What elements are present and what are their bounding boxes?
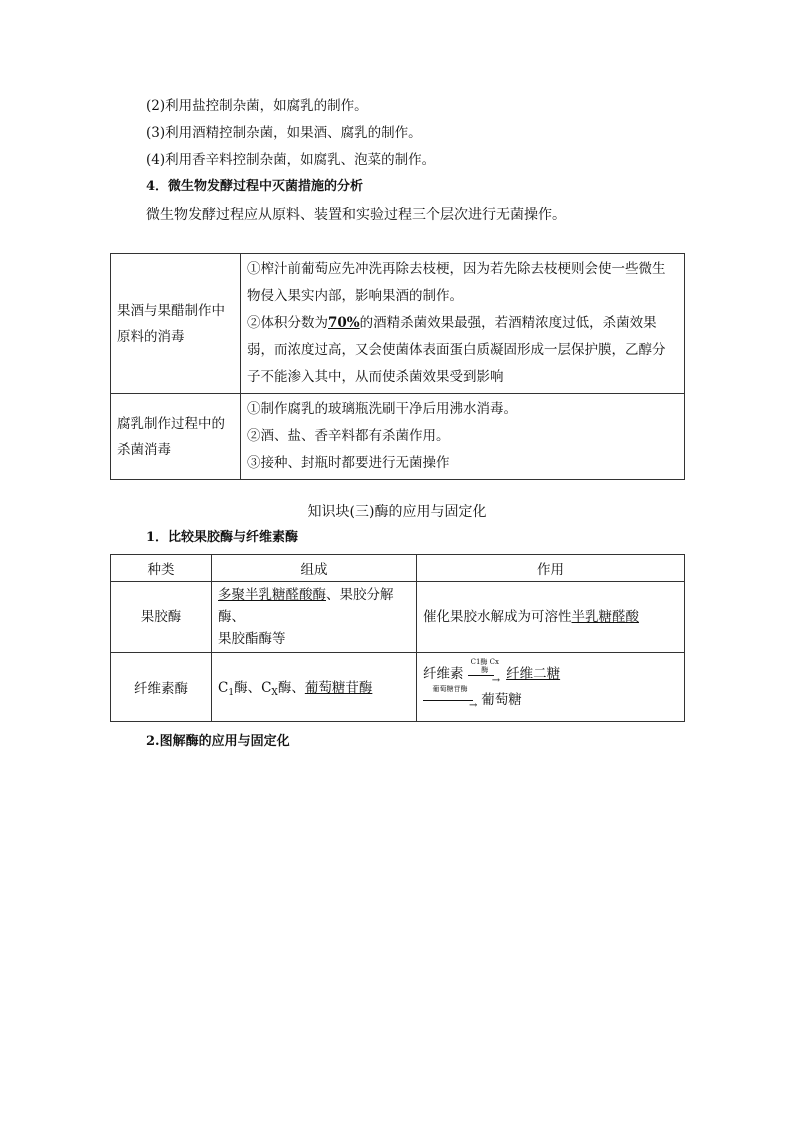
comp-underlined: 多聚半乳糖醛酸酶 (218, 587, 326, 603)
enzyme-func (417, 653, 685, 722)
comp-underlined: 葡萄糖苷酶 (304, 680, 373, 696)
func-underlined: 纤维二糖 (506, 666, 561, 682)
arrow-label: C1酶 Cx酶 (470, 657, 499, 674)
func-text: 催化果胶水解成为可溶性 (423, 609, 572, 625)
enzyme-name: 果胶酶 (111, 582, 212, 653)
content-line: ②酒、盐、香辛料都有杀菌作用。 (247, 428, 450, 444)
arrow-head-icon: → (469, 699, 478, 711)
content-text: ②体积分数为 (247, 315, 328, 331)
row-label-line: 杀菌消毒 (117, 441, 171, 458)
table-row (111, 254, 685, 394)
section-2-heading: 2.图解酶的应用与固定化 (146, 734, 290, 749)
section4-heading: 4．微生物发酵过程中灭菌措施的分析 (146, 179, 364, 194)
sterilization-table (110, 253, 685, 480)
header-comp: 组成 (212, 555, 417, 582)
func-text: 纤维素 (423, 666, 464, 682)
content-line: ③接种、封瓶时都要进行无菌操作 (247, 455, 450, 471)
func-underlined: 半乳糖醛酸 (571, 609, 639, 625)
reaction-arrow (468, 657, 502, 686)
row-content (241, 254, 685, 394)
content-line: 子不能渗入其中，从而使杀菌效果受到影响 (247, 369, 504, 385)
table-row (111, 653, 685, 722)
row-label-line: 腐乳制作过程中的 (117, 415, 225, 432)
highlight-value: 70% (328, 315, 360, 331)
arrow-head-icon: → (491, 674, 501, 686)
header-func: 作用 (417, 555, 685, 582)
func-line-1 (423, 657, 678, 687)
enzyme-comp (212, 582, 417, 653)
comp-text: 酶、C (234, 680, 272, 696)
table-row (111, 582, 685, 653)
row-content (241, 394, 685, 480)
content-line: ①制作腐乳的玻璃瓶洗刷干净后用沸水消毒。 (247, 401, 517, 417)
row-label (111, 254, 241, 394)
comp-line (218, 584, 410, 628)
intro-line-3: (3)利用酒精控制杂菌，如果酒、腐乳的制作。 (146, 125, 422, 141)
header-type: 种类 (111, 555, 212, 582)
enzyme-comp (212, 653, 417, 722)
section4-text: 微生物发酵过程应从原料、装置和实验过程三个层次进行无菌操作。 (146, 207, 566, 223)
content-text: 的酒精杀菌效果最强，若酒精浓度过低，杀菌效果 (359, 315, 657, 331)
arrow-line (468, 675, 494, 676)
comp-subscript: 1 (228, 688, 235, 698)
table-row (111, 394, 685, 480)
section3-title: 知识块(三)酶的应用与固定化 (307, 504, 487, 520)
compare-heading: 1．比较果胶酶与纤维素酶 (146, 530, 299, 545)
row-label-line: 果酒与果醋制作中 (117, 302, 225, 319)
comp-subscript: X (271, 688, 278, 698)
comp-text: 酶、 (277, 680, 305, 696)
reaction-arrow (423, 684, 478, 711)
comp-text: C (218, 680, 229, 696)
arrow-label: 葡萄糖苷酶 (432, 684, 468, 693)
row-label-line: 原料的消毒 (117, 328, 185, 345)
enzyme-func (417, 582, 685, 653)
arrow-line (423, 700, 473, 701)
comp-text: 、果胶分解酶、 (218, 587, 394, 625)
enzyme-name: 纤维素酶 (111, 653, 212, 722)
row-label (111, 394, 241, 480)
content-line: 物侵入果实内部，影响果酒的制作。 (247, 288, 463, 304)
comp-line: 果胶酯酶等 (218, 631, 286, 647)
table-header-row (111, 555, 685, 582)
intro-line-2: (2)利用盐控制杂菌，如腐乳的制作。 (146, 98, 368, 114)
enzyme-compare-table (110, 554, 685, 722)
content-line: ①榨汁前葡萄应先冲洗再除去枝梗，因为若先除去枝梗则会使一些微生 (247, 261, 666, 277)
intro-line-4: (4)利用香辛料控制杂菌，如腐乳、泡菜的制作。 (146, 152, 436, 168)
content-line: 弱，而浓度过高，又会使菌体表面蛋白质凝固形成一层保护膜，乙醇分 (247, 342, 666, 358)
func-line-2 (423, 684, 678, 713)
func-text: 葡萄糖 (481, 692, 522, 708)
content-line (247, 310, 678, 337)
